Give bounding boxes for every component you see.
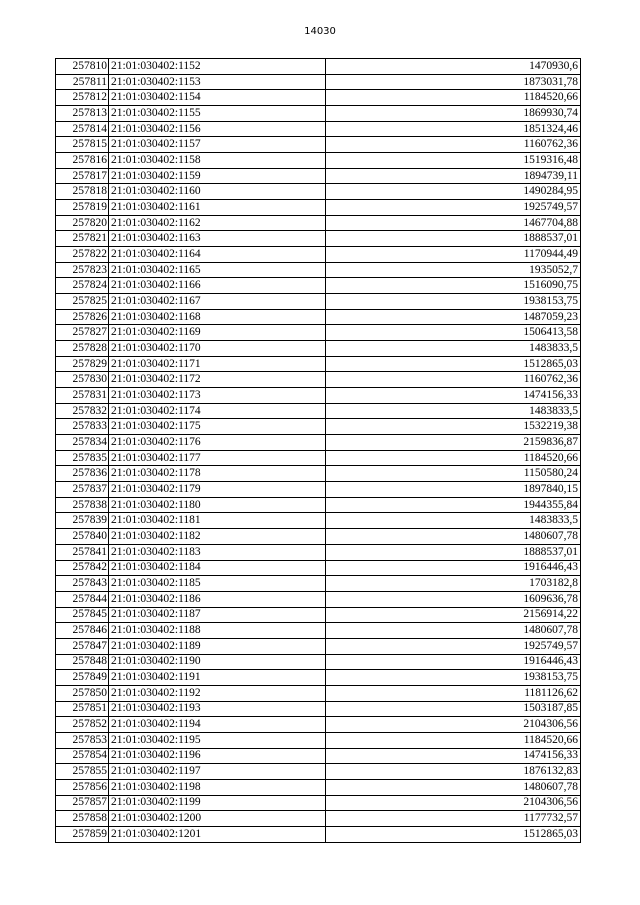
cadastral-value-cell: 1184520,66 xyxy=(326,90,581,106)
row-number-cell: 257821 xyxy=(56,231,109,247)
row-number-cell: 257856 xyxy=(56,779,109,795)
cadastral-number-cell: 21:01:030402:1163 xyxy=(109,231,326,247)
cadastral-value-cell: 1925749,57 xyxy=(326,638,581,654)
table-row xyxy=(56,654,581,670)
table-row xyxy=(56,435,581,451)
table-row xyxy=(56,121,581,137)
cadastral-value-cell: 1938153,75 xyxy=(326,294,581,310)
row-number-cell: 257824 xyxy=(56,278,109,294)
row-number-cell: 257818 xyxy=(56,184,109,200)
cadastral-value-cell: 1888537,01 xyxy=(326,231,581,247)
table-row xyxy=(56,106,581,122)
table-row xyxy=(56,231,581,247)
cadastral-value-cell: 1925749,57 xyxy=(326,200,581,216)
row-number-cell: 257854 xyxy=(56,748,109,764)
row-number-cell: 257836 xyxy=(56,466,109,482)
row-number-cell: 257859 xyxy=(56,826,109,842)
row-number-cell: 257810 xyxy=(56,59,109,75)
row-number-cell: 257828 xyxy=(56,341,109,357)
cadastral-number-cell: 21:01:030402:1190 xyxy=(109,654,326,670)
cadastral-value-cell: 1944355,84 xyxy=(326,497,581,513)
row-number-cell: 257855 xyxy=(56,764,109,780)
row-number-cell: 257816 xyxy=(56,153,109,169)
cadastral-value-cell: 1532219,38 xyxy=(326,419,581,435)
cadastral-number-cell: 21:01:030402:1167 xyxy=(109,294,326,310)
cadastral-value-cell: 1873031,78 xyxy=(326,74,581,90)
row-number-cell: 257851 xyxy=(56,701,109,717)
cadastral-number-cell: 21:01:030402:1178 xyxy=(109,466,326,482)
cadastral-number-cell: 21:01:030402:1176 xyxy=(109,435,326,451)
table-row xyxy=(56,607,581,623)
cadastral-number-cell: 21:01:030402:1155 xyxy=(109,106,326,122)
cadastral-number-cell: 21:01:030402:1154 xyxy=(109,90,326,106)
cadastral-number-cell: 21:01:030402:1160 xyxy=(109,184,326,200)
table-row xyxy=(56,576,581,592)
row-number-cell: 257840 xyxy=(56,529,109,545)
page-number: 14030 xyxy=(304,26,336,37)
table-row xyxy=(56,623,581,639)
cadastral-value-cell: 1177732,57 xyxy=(326,811,581,827)
cadastral-number-cell: 21:01:030402:1193 xyxy=(109,701,326,717)
cadastral-value-table xyxy=(55,58,581,843)
table-body xyxy=(56,59,581,843)
row-number-cell: 257853 xyxy=(56,732,109,748)
cadastral-number-cell: 21:01:030402:1177 xyxy=(109,450,326,466)
row-number-cell: 257843 xyxy=(56,576,109,592)
cadastral-number-cell: 21:01:030402:1180 xyxy=(109,497,326,513)
row-number-cell: 257815 xyxy=(56,137,109,153)
cadastral-value-cell: 1184520,66 xyxy=(326,450,581,466)
cadastral-number-cell: 21:01:030402:1162 xyxy=(109,215,326,231)
cadastral-value-cell: 2159836,87 xyxy=(326,435,581,451)
cadastral-value-cell: 1184520,66 xyxy=(326,732,581,748)
cadastral-number-cell: 21:01:030402:1179 xyxy=(109,482,326,498)
cadastral-value-cell: 1483833,5 xyxy=(326,403,581,419)
cadastral-value-cell: 1503187,85 xyxy=(326,701,581,717)
row-number-cell: 257830 xyxy=(56,372,109,388)
cadastral-value-cell: 1894739,11 xyxy=(326,168,581,184)
row-number-cell: 257846 xyxy=(56,623,109,639)
table-row xyxy=(56,137,581,153)
cadastral-number-cell: 21:01:030402:1197 xyxy=(109,764,326,780)
table-row xyxy=(56,90,581,106)
table-row xyxy=(56,779,581,795)
table-row xyxy=(56,497,581,513)
cadastral-value-cell: 1170944,49 xyxy=(326,247,581,263)
table-row xyxy=(56,388,581,404)
cadastral-number-cell: 21:01:030402:1171 xyxy=(109,356,326,372)
cadastral-value-cell: 1935052,7 xyxy=(326,262,581,278)
row-number-cell: 257822 xyxy=(56,247,109,263)
table-row xyxy=(56,372,581,388)
cadastral-value-cell: 1474156,33 xyxy=(326,748,581,764)
cadastral-value-cell: 1467704,88 xyxy=(326,215,581,231)
table-row xyxy=(56,717,581,733)
cadastral-value-cell: 1512865,03 xyxy=(326,826,581,842)
table-row xyxy=(56,685,581,701)
row-number-cell: 257813 xyxy=(56,106,109,122)
row-number-cell: 257849 xyxy=(56,670,109,686)
row-number-cell: 257833 xyxy=(56,419,109,435)
cadastral-value-cell: 1160762,36 xyxy=(326,137,581,153)
cadastral-value-cell: 1483833,5 xyxy=(326,513,581,529)
cadastral-value-cell: 1181126,62 xyxy=(326,685,581,701)
table-row xyxy=(56,732,581,748)
table-row xyxy=(56,59,581,75)
table-row xyxy=(56,529,581,545)
row-number-cell: 257811 xyxy=(56,74,109,90)
cadastral-number-cell: 21:01:030402:1198 xyxy=(109,779,326,795)
cadastral-value-cell: 1160762,36 xyxy=(326,372,581,388)
cadastral-number-cell: 21:01:030402:1189 xyxy=(109,638,326,654)
table-row xyxy=(56,200,581,216)
row-number-cell: 257841 xyxy=(56,544,109,560)
cadastral-number-cell: 21:01:030402:1183 xyxy=(109,544,326,560)
table-row xyxy=(56,450,581,466)
table-row xyxy=(56,560,581,576)
cadastral-value-cell: 1869930,74 xyxy=(326,106,581,122)
table-row xyxy=(56,482,581,498)
cadastral-number-cell: 21:01:030402:1181 xyxy=(109,513,326,529)
row-number-cell: 257847 xyxy=(56,638,109,654)
cadastral-number-cell: 21:01:030402:1169 xyxy=(109,325,326,341)
table-row xyxy=(56,262,581,278)
table-row xyxy=(56,74,581,90)
table-row xyxy=(56,294,581,310)
table-row xyxy=(56,356,581,372)
cadastral-value-cell: 1512865,03 xyxy=(326,356,581,372)
row-number-cell: 257848 xyxy=(56,654,109,670)
cadastral-value-cell: 1916446,43 xyxy=(326,654,581,670)
cadastral-value-cell: 1938153,75 xyxy=(326,670,581,686)
cadastral-value-cell: 1150580,24 xyxy=(326,466,581,482)
table-row xyxy=(56,419,581,435)
cadastral-number-cell: 21:01:030402:1157 xyxy=(109,137,326,153)
row-number-cell: 257839 xyxy=(56,513,109,529)
row-number-cell: 257817 xyxy=(56,168,109,184)
cadastral-value-cell: 1703182,8 xyxy=(326,576,581,592)
table-row xyxy=(56,591,581,607)
cadastral-value-cell: 2104306,56 xyxy=(326,795,581,811)
cadastral-value-cell: 1470930,6 xyxy=(326,59,581,75)
row-number-cell: 257829 xyxy=(56,356,109,372)
cadastral-number-cell: 21:01:030402:1187 xyxy=(109,607,326,623)
row-number-cell: 257852 xyxy=(56,717,109,733)
row-number-cell: 257832 xyxy=(56,403,109,419)
table-row xyxy=(56,544,581,560)
table-row xyxy=(56,670,581,686)
cadastral-number-cell: 21:01:030402:1165 xyxy=(109,262,326,278)
table-row xyxy=(56,701,581,717)
cadastral-number-cell: 21:01:030402:1156 xyxy=(109,121,326,137)
row-number-cell: 257826 xyxy=(56,309,109,325)
row-number-cell: 257834 xyxy=(56,435,109,451)
cadastral-value-cell: 1516090,75 xyxy=(326,278,581,294)
cadastral-number-cell: 21:01:030402:1195 xyxy=(109,732,326,748)
cadastral-value-cell: 1490284,95 xyxy=(326,184,581,200)
cadastral-number-cell: 21:01:030402:1188 xyxy=(109,623,326,639)
cadastral-value-cell: 1916446,43 xyxy=(326,560,581,576)
cadastral-number-cell: 21:01:030402:1200 xyxy=(109,811,326,827)
row-number-cell: 257820 xyxy=(56,215,109,231)
cadastral-number-cell: 21:01:030402:1164 xyxy=(109,247,326,263)
row-number-cell: 257838 xyxy=(56,497,109,513)
cadastral-number-cell: 21:01:030402:1185 xyxy=(109,576,326,592)
table-row xyxy=(56,325,581,341)
cadastral-number-cell: 21:01:030402:1159 xyxy=(109,168,326,184)
cadastral-number-cell: 21:01:030402:1166 xyxy=(109,278,326,294)
table-row xyxy=(56,278,581,294)
cadastral-value-cell: 1480607,78 xyxy=(326,529,581,545)
cadastral-value-cell: 1897840,15 xyxy=(326,482,581,498)
row-number-cell: 257835 xyxy=(56,450,109,466)
table-row xyxy=(56,215,581,231)
row-number-cell: 257858 xyxy=(56,811,109,827)
cadastral-value-cell: 1474156,33 xyxy=(326,388,581,404)
cadastral-number-cell: 21:01:030402:1161 xyxy=(109,200,326,216)
table-row xyxy=(56,764,581,780)
cadastral-number-cell: 21:01:030402:1168 xyxy=(109,309,326,325)
cadastral-value-cell: 1888537,01 xyxy=(326,544,581,560)
cadastral-value-cell: 2156914,22 xyxy=(326,607,581,623)
cadastral-number-cell: 21:01:030402:1201 xyxy=(109,826,326,842)
cadastral-value-cell: 1487059,23 xyxy=(326,309,581,325)
cadastral-value-cell: 1480607,78 xyxy=(326,779,581,795)
table-row xyxy=(56,153,581,169)
cadastral-value-cell: 1483833,5 xyxy=(326,341,581,357)
table-row xyxy=(56,341,581,357)
row-number-cell: 257845 xyxy=(56,607,109,623)
row-number-cell: 257857 xyxy=(56,795,109,811)
table-row xyxy=(56,309,581,325)
cadastral-number-cell: 21:01:030402:1173 xyxy=(109,388,326,404)
row-number-cell: 257850 xyxy=(56,685,109,701)
cadastral-value-cell: 1519316,48 xyxy=(326,153,581,169)
cadastral-number-cell: 21:01:030402:1192 xyxy=(109,685,326,701)
table-row xyxy=(56,466,581,482)
cadastral-number-cell: 21:01:030402:1196 xyxy=(109,748,326,764)
table-row xyxy=(56,168,581,184)
table-row xyxy=(56,638,581,654)
cadastral-value-cell: 1609636,78 xyxy=(326,591,581,607)
cadastral-number-cell: 21:01:030402:1194 xyxy=(109,717,326,733)
table-row xyxy=(56,826,581,842)
table-row xyxy=(56,513,581,529)
cadastral-number-cell: 21:01:030402:1172 xyxy=(109,372,326,388)
row-number-cell: 257823 xyxy=(56,262,109,278)
cadastral-number-cell: 21:01:030402:1191 xyxy=(109,670,326,686)
cadastral-number-cell: 21:01:030402:1158 xyxy=(109,153,326,169)
table-row xyxy=(56,403,581,419)
row-number-cell: 257825 xyxy=(56,294,109,310)
cadastral-value-cell: 1506413,58 xyxy=(326,325,581,341)
table-row xyxy=(56,748,581,764)
row-number-cell: 257842 xyxy=(56,560,109,576)
row-number-cell: 257831 xyxy=(56,388,109,404)
cadastral-number-cell: 21:01:030402:1152 xyxy=(109,59,326,75)
cadastral-number-cell: 21:01:030402:1174 xyxy=(109,403,326,419)
row-number-cell: 257827 xyxy=(56,325,109,341)
row-number-cell: 257844 xyxy=(56,591,109,607)
cadastral-number-cell: 21:01:030402:1175 xyxy=(109,419,326,435)
row-number-cell: 257819 xyxy=(56,200,109,216)
row-number-cell: 257812 xyxy=(56,90,109,106)
table-row xyxy=(56,247,581,263)
table-row xyxy=(56,795,581,811)
cadastral-value-cell: 1851324,46 xyxy=(326,121,581,137)
cadastral-value-cell: 1876132,83 xyxy=(326,764,581,780)
cadastral-number-cell: 21:01:030402:1186 xyxy=(109,591,326,607)
cadastral-value-cell: 1480607,78 xyxy=(326,623,581,639)
row-number-cell: 257814 xyxy=(56,121,109,137)
table-row xyxy=(56,811,581,827)
row-number-cell: 257837 xyxy=(56,482,109,498)
cadastral-number-cell: 21:01:030402:1153 xyxy=(109,74,326,90)
cadastral-number-cell: 21:01:030402:1184 xyxy=(109,560,326,576)
cadastral-number-cell: 21:01:030402:1182 xyxy=(109,529,326,545)
cadastral-number-cell: 21:01:030402:1199 xyxy=(109,795,326,811)
table-row xyxy=(56,184,581,200)
cadastral-value-cell: 2104306,56 xyxy=(326,717,581,733)
cadastral-number-cell: 21:01:030402:1170 xyxy=(109,341,326,357)
